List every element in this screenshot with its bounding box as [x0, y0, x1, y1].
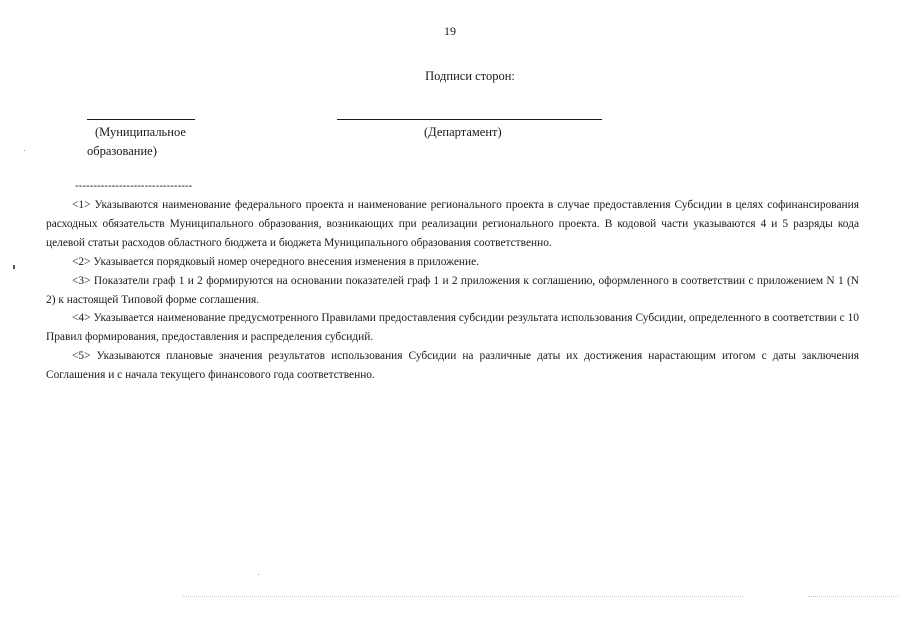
signature-label-municipality-line2: образование) [87, 144, 157, 158]
footnote-2: <2> Указывается порядковый номер очередного внесения изменения в приложение. [72, 255, 480, 268]
signature-label-department: (Департамент) [424, 125, 502, 139]
footnote-1: <1> Указываются наименование федерального проекта и наименование регионального проекта в случае предоставления Субсидии в целях софинансирования расходных обязательств Муниципального образования, возникающих при реализации регионального проекта. В кодовой части указываются 4 и 5 разряды кода целевой статьи расходов областного бюджета и бюджета Муниципального образования соответственно. [46, 199, 859, 249]
scan-border-line [183, 596, 743, 597]
page-number: 19 [444, 24, 456, 38]
signatures-title: Подписи сторон: [425, 69, 515, 83]
footnote-3: <3> Показатели граф 1 и 2 формируются на основании показателей граф 1 и 2 приложения к соглашению, оформленного в соответствии с приложением N 1 (N 2) к настоящей Типовой форме соглашения. [46, 274, 859, 306]
footnote-4: <4> Указывается наименование предусмотренного Правилами предоставления субсидии результата использования Субсидии, определенного в соответствии с 10 Правил формирования, предоставления и распределения субсидий. [46, 312, 859, 344]
scan-speck [13, 265, 15, 269]
signature-label-municipality [87, 123, 227, 161]
signature-label-municipality-line1: (Муниципальное [95, 125, 186, 139]
footnote-separator: -------------------------------- [75, 180, 193, 192]
signature-line-department [337, 119, 602, 120]
scan-speck [258, 574, 259, 575]
signature-line-municipality [87, 119, 195, 120]
scan-border-line [808, 596, 898, 597]
footnote-5: <5> Указываются плановые значения результатов использования Субсидии на различные даты их достижения нарастающим итогом с даты заключения Соглашения и с начала текущего финансового года соответственно. [46, 350, 859, 382]
footnotes [46, 196, 859, 385]
scan-speck [24, 150, 25, 151]
